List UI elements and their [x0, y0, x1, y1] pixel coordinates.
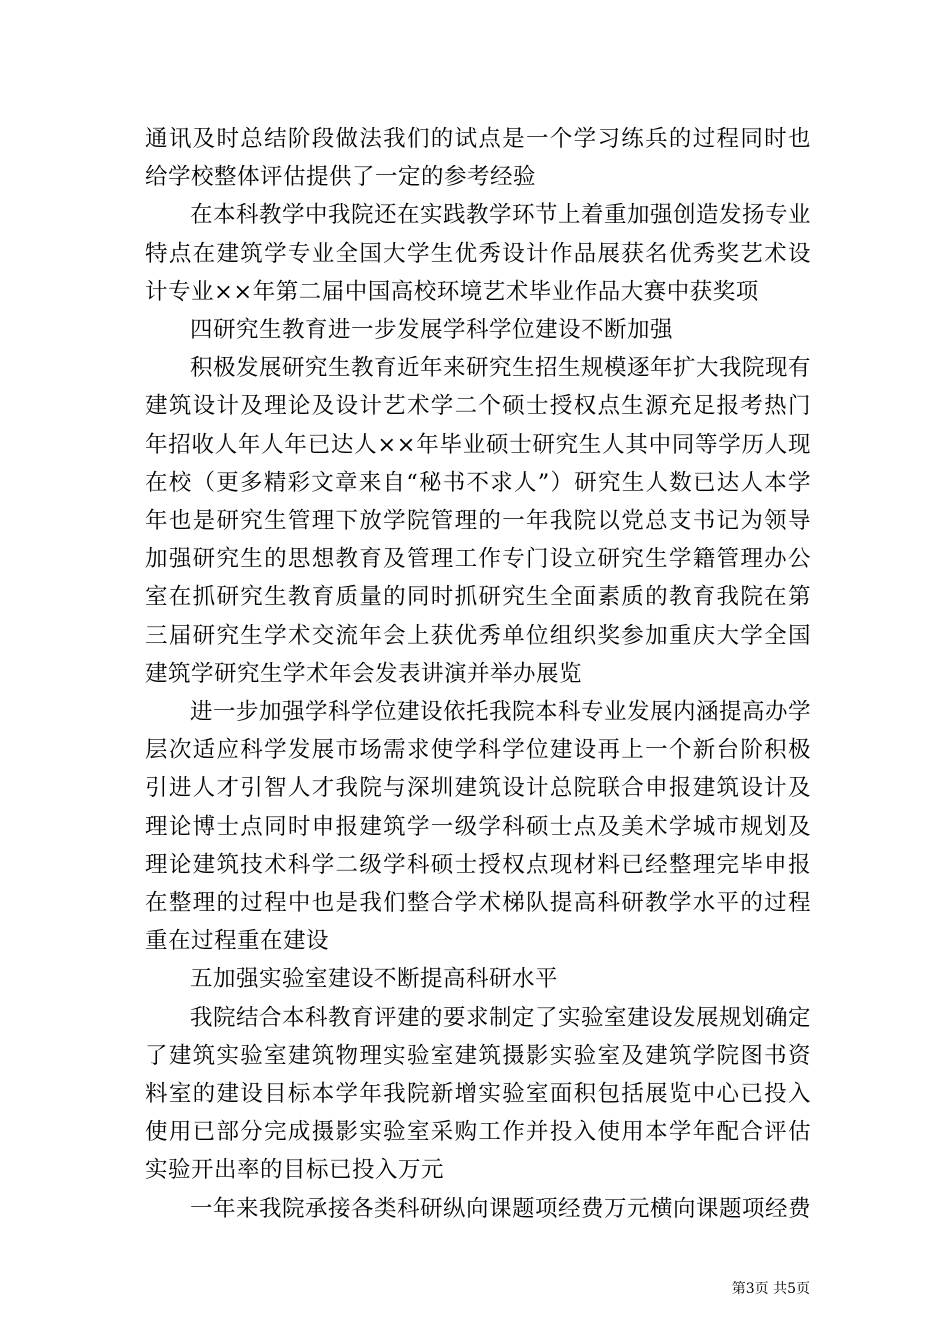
- paragraph-research-projects: 一年来我院承接各类科研纵向课题项经费万元横向课题项经费: [190, 1195, 812, 1222]
- paragraph-laboratory: 我院结合本科教育评建的要求制定了实验室建设发展规划确定了建筑实验室建筑物理实验室建筑摄影实验室及建筑学院图书资料室的建设目标本学年我院新增实验室面积包括展览中心已投入使用已部分完成摄影实验室采购工作并投入使用本学年配合评估实验开出率的目标已投入万元: [145, 1004, 812, 1184]
- footer-middle: 页 共: [754, 1281, 788, 1297]
- page-number-footer: [700, 1280, 810, 1298]
- paragraph-discipline-construction: 进一步加强学科学位建设依托我院本科专业发展内涵提高办学层次适应科学发展市场需求使学科学位建设再上一个新台阶积极引进人才引智人才我院与深圳建筑设计总院联合申报建筑设计及理论博士点同时申报建筑学一级学科硕士点及美术学城市规划及理论建筑技术科学二级学科硕士授权点现材料已经整理完毕申报在整理的过程中也是我们整合学术梯队提高科研教学水平的过程重在过程重在建设: [145, 699, 812, 955]
- section-heading-graduate-education: 四研究生教育进一步发展学科学位建设不断加强: [190, 317, 674, 344]
- paragraph-practice-teaching: 在本科教学中我院还在实践教学环节上着重加强创造发扬专业特点在建筑学专业全国大学生优秀设计作品展获名优秀奖艺术设计专业××年第二届中国高校环境艺术毕业作品大赛中获奖项: [145, 202, 812, 305]
- section-heading-laboratory: 五加强实验室建设不断提高科研水平: [190, 966, 559, 993]
- footer-prefix: 第: [731, 1281, 746, 1297]
- footer-current-page: 3: [745, 1281, 755, 1297]
- paragraph-continued: 通讯及时总结阶段做法我们的试点是一个学习练兵的过程同时也给学校整体评估提供了一定的参考经验: [145, 126, 811, 191]
- document-body: [145, 120, 811, 1228]
- footer-total-pages: 5: [787, 1281, 796, 1297]
- paragraph-graduate-education: 积极发展研究生教育近年来研究生招生规模逐年扩大我院现有建筑设计及理论及设计艺术学二个硕士授权点生源充足报考热门年招收人年人年已达人××年毕业硕士研究生人其中同等学历人现在校（更多精彩文章来自“秘书不求人”）研究生人数已达人本学年也是研究生管理下放学院管理的一年我院以党总支书记为领导加强研究生的思想教育及管理工作专门设立研究生学籍管理办公室在抓研究生教育质量的同时抓研究生全面素质的教育我院在第三届研究生学术交流年会上获优秀单位组织奖参加重庆大学全国建筑学研究生学术年会发表讲演并举办展览: [145, 355, 812, 687]
- footer-suffix: 页: [796, 1281, 810, 1297]
